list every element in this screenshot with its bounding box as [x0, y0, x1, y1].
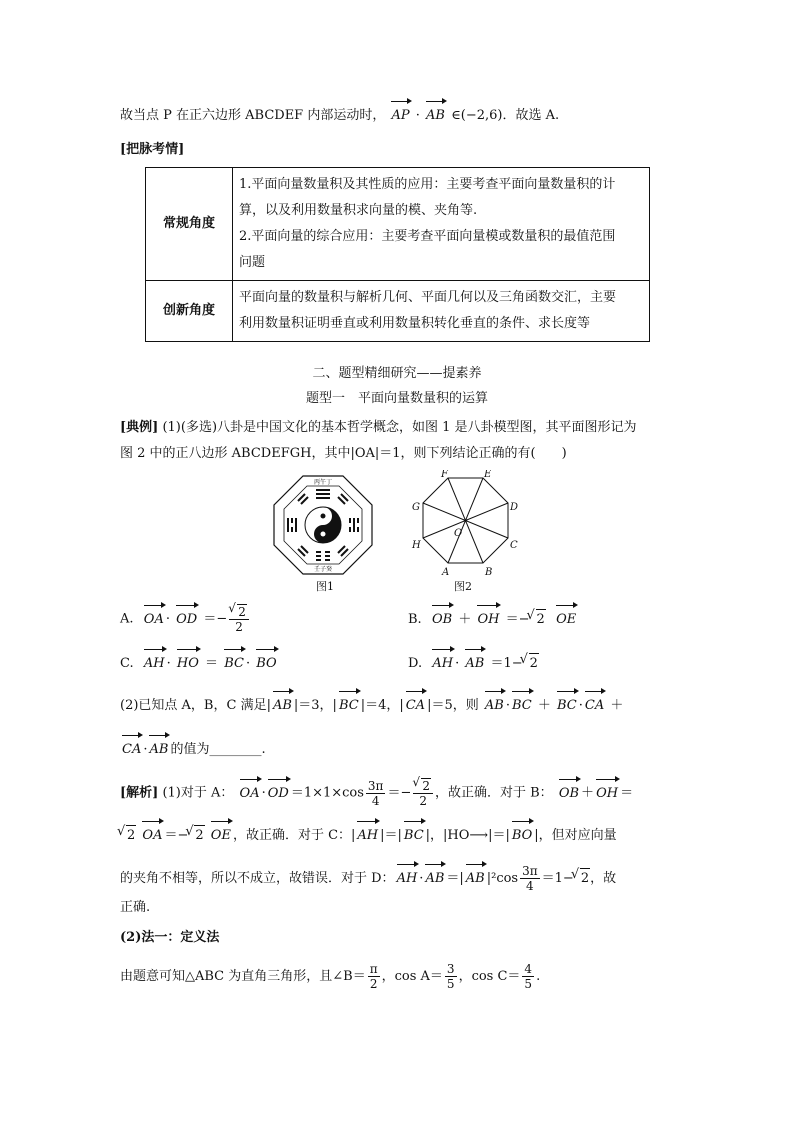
solution-text: |，|HO⟶|＝| [425, 828, 510, 843]
row-line: 1.平面向量数量积及其性质的应用：主要考查平面向量数量积的计 [239, 177, 616, 192]
section-title: 二、题型精细研究——提素养 [312, 366, 482, 381]
plus-op: ＋ [458, 612, 472, 627]
bagua-bottom-text: 壬子癸 [313, 566, 333, 573]
label-o: O [454, 528, 463, 539]
intro-suffix: ∈(−2,6)．故选 A. [451, 108, 560, 123]
vector: AH [142, 654, 167, 674]
vector: OA [140, 826, 164, 846]
num: 3 [446, 962, 455, 976]
solution-line-3: 的夹角不相等，所以不成立，故错误．对于 D： AH · AB ＝| AB |²cos $\frac{3\pi}{4}$ ＝1−√ 2，故 [120, 864, 616, 893]
solution-text: 由题意可知△ABC 为直角三角形，且∠B＝ [120, 969, 366, 984]
vector: AB [463, 654, 486, 674]
solution-text: ，故正确．对于 C：| [232, 828, 356, 843]
sqrt: √ 2 [580, 868, 590, 889]
solution-text: ，cos A＝ [381, 969, 443, 984]
row-label: 创新角度 [146, 281, 233, 342]
part2-line-2: CA · AB 的值为________. [120, 736, 266, 760]
label-h: H [412, 540, 421, 551]
option-rhs: ＝− [505, 612, 530, 627]
example-text: (1)(多选)八卦是中国文化的基本哲学概念，如图 1 是八卦模型图，其平面图形记为 [162, 420, 637, 435]
fraction [368, 962, 380, 991]
vector: HO [175, 654, 201, 674]
vector: AH [430, 654, 455, 674]
num: 3π [367, 778, 384, 793]
vector: CA [583, 696, 606, 716]
row-line: 问题 [239, 255, 266, 270]
vector: CA [120, 740, 143, 760]
solution-line-6 [120, 962, 540, 991]
vector: AB [271, 696, 294, 716]
vector: OA [238, 784, 262, 804]
example-tag: [典例] [120, 420, 159, 435]
intro-text: 故当点 P 在正六边形 ABCDEF 内部运动时， [120, 108, 386, 123]
solution-text: ＝1− [541, 871, 574, 886]
label-e: E [484, 470, 492, 480]
solution-text: (1)对于 A： [162, 785, 234, 801]
row-line: 利用数量积证明垂直或利用数量积转化垂直的条件、求长度等 [239, 316, 591, 331]
sqrt: √ 2 [421, 778, 431, 793]
option-d-label: D. [408, 656, 423, 671]
vector-ab: AB [424, 106, 447, 126]
label-f: F [441, 470, 448, 480]
num: 3π [522, 864, 538, 878]
plus-op: ＋ [537, 698, 551, 713]
fig2-caption: 图2 [454, 580, 472, 593]
vector: BC [402, 826, 426, 846]
label-g: G [412, 502, 420, 513]
bagua-top-text: 丙午丁 [313, 479, 333, 486]
vector-ap: AP [389, 106, 411, 126]
vector: AH [395, 869, 420, 889]
vector: OA [142, 610, 166, 630]
row-label: 常规角度 [146, 168, 233, 281]
part2-suffix: 的值为________. [170, 742, 266, 757]
vector: AB [423, 869, 446, 889]
vector: AH [355, 826, 380, 846]
option-rhs: ＝1− [490, 656, 523, 671]
solution-line-2 [120, 822, 617, 846]
row-content [233, 281, 650, 342]
solution-line-1: [解析] (1)对于 A： OA · OD ＝1×1×cos $\frac{3\pi}{4}$ ＝− √ $\frac{2}{2}$ ，故正确．对于 B： OB ＋ OH ＝ [120, 778, 633, 808]
den: 4 [371, 793, 380, 808]
row-content [233, 168, 650, 281]
label-d: D [510, 502, 519, 513]
solution-text: ，故 [590, 871, 617, 886]
exam-table [145, 167, 650, 342]
vector: OE [209, 826, 233, 846]
vector: OB [557, 784, 581, 804]
option-a-label: A. [120, 611, 134, 627]
option-a: A. OA · OD ＝− √ $\frac{2}{2}$ [120, 604, 251, 634]
fraction [522, 962, 534, 991]
vector: OE [554, 610, 578, 630]
num: π [369, 962, 378, 976]
vector: OB [430, 610, 454, 630]
solution-text: |²cos [486, 871, 519, 886]
plus-op: ＋ [610, 698, 624, 713]
fig1-caption: 图1 [316, 580, 334, 593]
vector: AB [147, 740, 170, 760]
den: 5 [446, 977, 455, 991]
den: 2 [235, 620, 243, 634]
table-row [146, 281, 650, 342]
vector: OH [475, 610, 501, 630]
vector: OD [174, 610, 199, 630]
vector: BO [510, 826, 534, 846]
octagon-figure [408, 470, 522, 582]
dot-op: · [415, 108, 420, 123]
den: 5 [524, 977, 533, 991]
vector: BC [510, 696, 534, 716]
method-heading: (2)法一：定义法 [120, 930, 220, 945]
part2-text: |＝5，则 [427, 698, 479, 713]
part2-text: |＝4，| [360, 698, 404, 713]
row-line: 2.平面向量的综合应用：主要考查平面向量模或数量积的最值范围 [239, 229, 616, 244]
fraction [229, 604, 249, 634]
solution-text: ＝1×1×cos [290, 785, 364, 801]
vector: CA [404, 696, 427, 716]
intro-line [120, 102, 559, 126]
part2-line-1: (2)已知点 A，B，C 满足| AB |＝3，| BC |＝4，| CA |＝5，则 AB · BC ＋ BC · CA ＋ [120, 692, 623, 716]
row-line: 平面向量的数量积与解析几何、平面几何以及三角函数交汇，主要 [239, 290, 617, 305]
solution-text: 的夹角不相等，所以不成立，故错误．对于 D： [120, 871, 395, 886]
option-b [408, 606, 578, 630]
sqrt: √ 2 [126, 825, 136, 846]
solution-text: ，cos C＝ [458, 969, 521, 984]
solution-line-4: 正确. [120, 900, 151, 915]
sqrt: √ 2 [536, 609, 546, 630]
sqrt: √ 2 [237, 604, 247, 619]
example-line-2: 图 2 中的正八边形 ABCDEFGH，其中|OA|＝1，则下列结论正确的有( ) [120, 446, 567, 461]
den: 2 [369, 977, 378, 991]
exam-heading: [把脉考情] [120, 142, 185, 157]
vector: OD [266, 784, 291, 804]
option-c: C. AH · HO ＝ BC · BO [120, 650, 279, 674]
vector: BC [337, 696, 361, 716]
option-d: D. AH · AB ＝1−√ 2 [408, 650, 539, 674]
solution-text: ＝| [446, 871, 464, 886]
solution-text: |＝| [380, 828, 402, 843]
vector: AB [483, 696, 506, 716]
sqrt: √ 2 [529, 653, 539, 674]
solution-text: ，故正确．对于 B： [435, 785, 553, 801]
fraction [520, 864, 540, 893]
label-b: B [485, 567, 493, 578]
vector: BO [254, 654, 278, 674]
topic-title: 题型一 平面向量数量积的运算 [305, 391, 488, 406]
sqrt: √ 2 [194, 825, 204, 846]
fraction [445, 962, 457, 991]
den: 4 [526, 879, 534, 893]
example-line-1 [120, 418, 637, 438]
solution-text: . [536, 969, 541, 984]
num: 4 [524, 962, 533, 976]
fraction [413, 778, 433, 808]
vector: BC [222, 654, 246, 674]
solution-tag: [解析] [120, 785, 159, 801]
row-line: 算，以及利用数量积求向量的模、夹角等. [239, 203, 478, 218]
label-a: A [442, 567, 450, 578]
label-c: C [510, 540, 518, 551]
option-b-label: B. [408, 612, 422, 627]
solution-text: ＝− [164, 828, 189, 843]
vector: AB [464, 869, 487, 889]
part2-text: (2)已知点 A，B，C 满足| [120, 698, 271, 713]
option-c-label: C. [120, 656, 134, 671]
eq-op: ＝ [205, 656, 219, 671]
den: 2 [419, 794, 427, 808]
fraction [366, 779, 386, 808]
vector: BC [555, 696, 579, 716]
option-rhs: ＝− [203, 611, 228, 627]
vector: OH [594, 784, 620, 804]
part2-text: |＝3，| [293, 698, 337, 713]
solution-text: |，但对应向量 [534, 828, 617, 843]
bagua-figure [272, 474, 374, 576]
table-row [146, 168, 650, 281]
